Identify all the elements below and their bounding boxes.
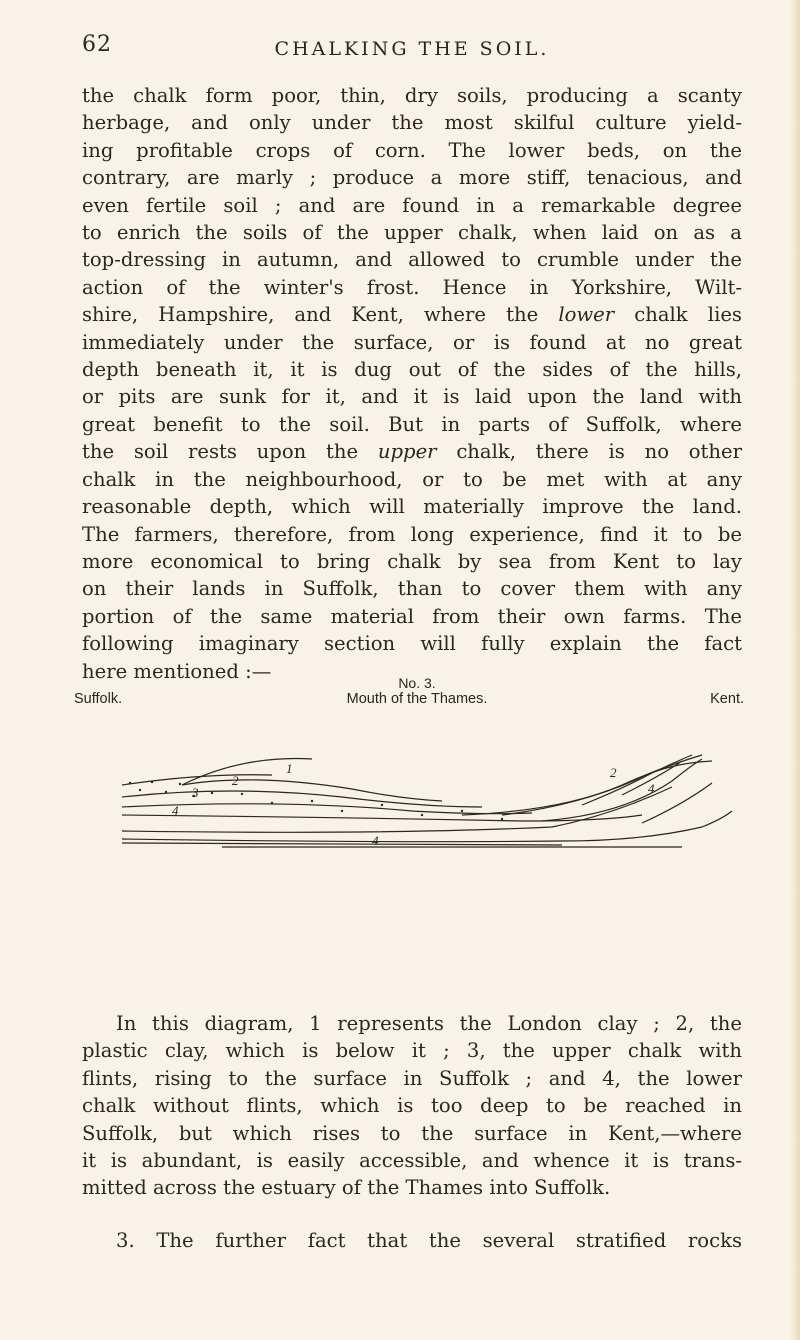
stratum-line — [122, 815, 642, 821]
text-line: depth beneath it, it is dug out of the sides of the hills, — [82, 358, 742, 382]
text-line: even fertile soil ; and are found in a remarkable degree — [82, 193, 742, 217]
text-line: action of the winter's frost. Hence in Yorkshire, Wilt- — [82, 275, 742, 299]
strata-diagram — [82, 715, 752, 915]
stratum-label-2: 2 — [232, 773, 239, 788]
stratum-label-4-lower: 4 — [372, 833, 379, 848]
label-mouth-of-thames: Mouth of the Thames. — [346, 691, 488, 707]
stratum-line — [122, 804, 532, 814]
emphasis-lower: lower — [558, 303, 615, 327]
text-line: on their lands in Suffolk, than to cover them with any — [82, 577, 742, 601]
text-line: or pits are sunk for it, and it is laid upon the land with — [82, 385, 742, 409]
paragraph-2 — [82, 1010, 742, 1202]
flint-dot — [129, 782, 131, 784]
running-title: CHALKING THE SOIL. — [274, 38, 550, 60]
text-line: to enrich the soils of the upper chalk, when laid on as a — [82, 221, 742, 245]
text-line: immediately under the surface, or is found at no great — [82, 330, 742, 354]
label-suffolk: Suffolk. — [74, 691, 123, 707]
stratum-label-2-kent: 2 — [610, 765, 617, 780]
strata-lines — [122, 755, 732, 847]
flint-dot — [461, 810, 463, 812]
flint-dot — [421, 814, 423, 816]
text-line: it is abundant, is easily accessible, and whence it is trans- — [82, 1149, 742, 1173]
stratum-line — [182, 780, 442, 801]
text-line: top-dressing in autumn, and allowed to crumble under the — [82, 248, 742, 272]
running-head — [82, 32, 742, 62]
text-line: herbage, and only under the most skilful culture yield- — [82, 111, 742, 135]
flint-dot — [211, 792, 213, 794]
flint-dot — [151, 781, 153, 783]
stratum-label-4-kent: 4 — [648, 781, 655, 796]
text-line: chalk in the neighbourhood, or to be met with at any — [82, 467, 742, 491]
page-number: 62 — [82, 32, 112, 57]
stratum-label-1: 1 — [286, 761, 293, 776]
figure-number: No. 3. — [398, 675, 436, 691]
flint-dot — [341, 810, 343, 812]
flint-dot — [165, 791, 167, 793]
text-line — [82, 438, 742, 465]
paragraph-3 — [82, 1227, 742, 1254]
text-line: portion of the same material from their own farms. The — [82, 604, 742, 628]
text-line: flints, rising to the surface in Suffolk ; and 4, the lower — [82, 1066, 742, 1090]
text-line: Suffolk, but which rises to the surface in Kent,—where — [82, 1121, 742, 1145]
label-kent: Kent. — [710, 691, 744, 707]
flint-dots — [129, 781, 503, 820]
emphasis-upper: upper — [377, 440, 437, 464]
flint-dot — [311, 800, 313, 802]
text-line — [82, 301, 742, 328]
text-line: mitted across the estuary of the Thames into Suffolk. — [82, 1176, 611, 1200]
flint-dot — [241, 793, 243, 795]
page-edge-stain — [790, 0, 800, 1340]
flint-dot — [501, 818, 503, 820]
stratum-line — [542, 759, 702, 821]
stratum-label-4: 4 — [172, 803, 179, 818]
flint-dot — [271, 802, 273, 804]
text-line: reasonable depth, which will materially improve the land. — [82, 495, 742, 519]
stratum-line — [502, 761, 712, 815]
geological-section-figure — [74, 675, 752, 915]
stratum-line — [582, 755, 692, 805]
text-segment: chalk, there is no other — [456, 440, 743, 464]
paragraph-1 — [82, 82, 742, 685]
stratum-line — [182, 759, 312, 785]
text-line: In this diagram, 1 represents the London clay ; 2, the — [116, 1012, 742, 1035]
flint-dot — [139, 789, 141, 791]
text-line: plastic clay, which is below it ; 3, the upper chalk with — [82, 1039, 742, 1063]
text-line: great benefit to the soil. But in parts of Suffolk, where — [82, 412, 742, 436]
text-segment: chalk lies — [634, 303, 742, 327]
flint-dot — [179, 783, 181, 785]
text-line: here mentioned :— — [82, 659, 272, 683]
text-line: contrary, are marly ; produce a more stiff, tenacious, and — [82, 166, 742, 190]
text-line: following imaginary section will fully explain the fact — [82, 632, 742, 656]
text-line: 3. The further fact that the several stratified rocks — [116, 1229, 742, 1252]
text-line: the chalk form poor, thin, dry soils, producing a scanty — [82, 84, 742, 107]
text-segment: shire, Hampshire, and Kent, where the — [82, 303, 539, 327]
text-line: ing profitable crops of corn. The lower beds, on the — [82, 138, 742, 162]
text-line: The farmers, therefore, from long experience, find it to be — [82, 522, 742, 546]
text-line: more economical to bring chalk by sea from Kent to lay — [82, 549, 742, 573]
text-line: chalk without flints, which is too deep to be reached in — [82, 1094, 742, 1118]
flint-dot — [381, 804, 383, 806]
stratum-label-3: 3 — [192, 785, 199, 800]
text-segment: the soil rests upon the — [82, 440, 359, 464]
stratum-line — [122, 843, 562, 845]
